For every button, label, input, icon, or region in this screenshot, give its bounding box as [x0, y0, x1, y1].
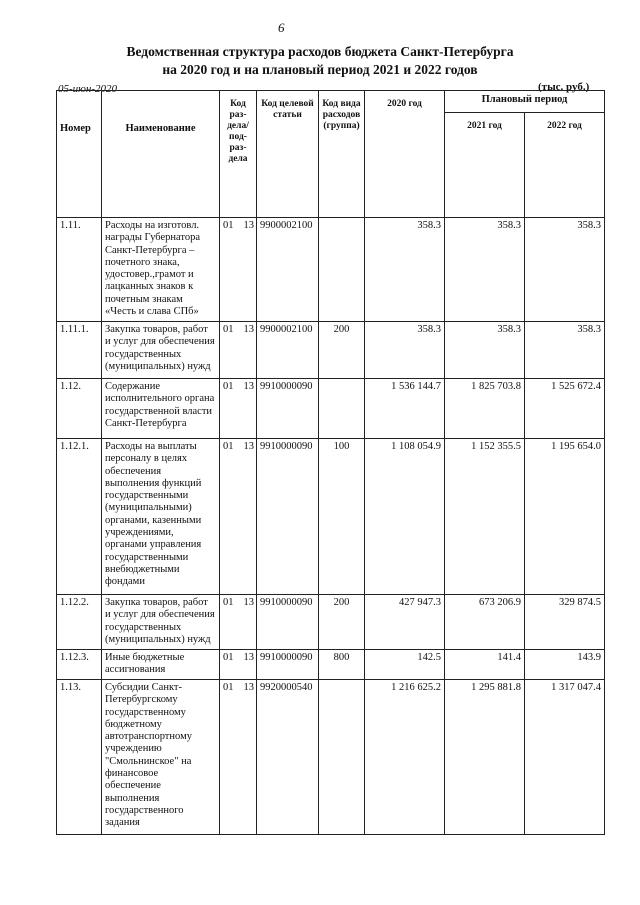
document-title-line-1: Ведомственная структура расходов бюджета Санкт-Петербурга	[126, 44, 514, 59]
header-target-code: Код целевой статьи	[257, 91, 319, 218]
row-name: Содержание исполнительного органа государственной власти Санкт-Петербурга	[102, 379, 220, 439]
table-row	[57, 680, 605, 835]
row-name: Расходы на выплаты персоналу в целях обеспечения выполнения функций государственными (муниципальными) органами, казенными учреждениями, органами управления государственными внебюджетными фондами	[102, 439, 220, 595]
row-target-code: 9910000090	[257, 650, 319, 680]
row-amount-2021: 1 152 355.5	[445, 439, 525, 595]
document-title-line-2: на 2020 год и на плановый период 2021 и 2022 годов	[162, 62, 478, 77]
row-amount-2022: 1 195 654.0	[525, 439, 605, 595]
row-number: 1.12.1.	[57, 439, 102, 595]
table-row	[57, 595, 605, 650]
table-row	[57, 439, 605, 595]
table-row	[57, 218, 605, 322]
header-name: Наименование	[102, 91, 220, 218]
row-expense-type	[319, 680, 365, 835]
row-name: Субсидии Санкт-Петербургскому государственному бюджетному автотранспортному учреждению "Смольнинское" на финансовое обеспечение выполнения государственного задания	[102, 680, 220, 835]
row-expense-type	[319, 379, 365, 439]
row-amount-2020: 142.5	[365, 650, 445, 680]
row-expense-type: 200	[319, 595, 365, 650]
row-target-code: 9910000090	[257, 595, 319, 650]
row-amount-2022: 358.3	[525, 322, 605, 379]
table-row	[57, 379, 605, 439]
row-number: 1.12.	[57, 379, 102, 439]
row-name: Закупка товаров, работ и услуг для обеспечения государственных (муниципальных) нужд	[102, 595, 220, 650]
row-amount-2021: 1 295 881.8	[445, 680, 525, 835]
razdel-code: 01	[223, 441, 234, 452]
table-row	[57, 650, 605, 680]
razdel-code: 01	[223, 652, 234, 663]
row-amount-2021: 141.4	[445, 650, 525, 680]
row-amount-2022: 358.3	[525, 218, 605, 322]
podrazdel-code: 13	[243, 220, 254, 231]
header-year-2021: 2021 год	[445, 113, 525, 218]
razdel-code: 01	[223, 381, 234, 392]
row-target-code: 9910000090	[257, 379, 319, 439]
row-amount-2022: 329 874.5	[525, 595, 605, 650]
row-amount-2022: 1 525 672.4	[525, 379, 605, 439]
header-expense-type: Код вида расходов (группа)	[319, 91, 365, 218]
units-label: (тыс. руб.)	[538, 81, 590, 93]
header-year-2020: 2020 год	[365, 91, 445, 218]
row-target-code: 9920000540	[257, 680, 319, 835]
header-section-code: Код раз- дела/ под- раз- дела	[220, 91, 257, 218]
row-number: 1.12.2.	[57, 595, 102, 650]
row-target-code: 9900002100	[257, 322, 319, 379]
row-amount-2021: 358.3	[445, 218, 525, 322]
row-amount-2021: 1 825 703.8	[445, 379, 525, 439]
row-number: 1.11.	[57, 218, 102, 322]
row-amount-2022: 1 317 047.4	[525, 680, 605, 835]
row-section-code	[220, 379, 257, 439]
row-amount-2020: 1 108 054.9	[365, 439, 445, 595]
razdel-code: 01	[223, 682, 234, 693]
row-section-code	[220, 595, 257, 650]
row-section-code	[220, 650, 257, 680]
header-number: Номер	[57, 91, 102, 218]
row-section-code	[220, 439, 257, 595]
header-planned-period: Плановый период	[445, 91, 605, 113]
row-amount-2021: 358.3	[445, 322, 525, 379]
row-section-code	[220, 322, 257, 379]
row-expense-type	[319, 218, 365, 322]
razdel-code: 01	[223, 324, 234, 335]
row-expense-type: 800	[319, 650, 365, 680]
row-amount-2021: 673 206.9	[445, 595, 525, 650]
razdel-code: 01	[223, 597, 234, 608]
row-target-code: 9900002100	[257, 218, 319, 322]
podrazdel-code: 13	[243, 652, 254, 663]
row-section-code	[220, 680, 257, 835]
row-amount-2020: 358.3	[365, 218, 445, 322]
row-name: Закупка товаров, работ и услуг для обеспечения государственных (муниципальных) нужд	[102, 322, 220, 379]
row-amount-2020: 1 216 625.2	[365, 680, 445, 835]
row-name: Иные бюджетные ассигнования	[102, 650, 220, 680]
row-target-code: 9910000090	[257, 439, 319, 595]
page-number: 6	[278, 20, 285, 35]
budget-table	[56, 90, 605, 835]
row-amount-2020: 427 947.3	[365, 595, 445, 650]
row-name: Расходы на изготовл. награды Губернатора Санкт-Петербурга – почетного знака, удостовер.,грамот и лацканных знаков к почетным знакам «Честь и слава СПб»	[102, 218, 220, 322]
row-amount-2020: 1 536 144.7	[365, 379, 445, 439]
row-amount-2020: 358.3	[365, 322, 445, 379]
row-number: 1.13.	[57, 680, 102, 835]
podrazdel-code: 13	[243, 597, 254, 608]
header-year-2022: 2022 год	[525, 113, 605, 218]
podrazdel-code: 13	[243, 324, 254, 335]
row-number: 1.11.1.	[57, 322, 102, 379]
podrazdel-code: 13	[243, 441, 254, 452]
row-expense-type: 100	[319, 439, 365, 595]
podrazdel-code: 13	[243, 381, 254, 392]
table-row	[57, 322, 605, 379]
podrazdel-code: 13	[243, 682, 254, 693]
row-amount-2022: 143.9	[525, 650, 605, 680]
row-number: 1.12.3.	[57, 650, 102, 680]
row-expense-type: 200	[319, 322, 365, 379]
razdel-code: 01	[223, 220, 234, 231]
row-section-code	[220, 218, 257, 322]
document-date: 05-июн-2020	[58, 83, 118, 95]
